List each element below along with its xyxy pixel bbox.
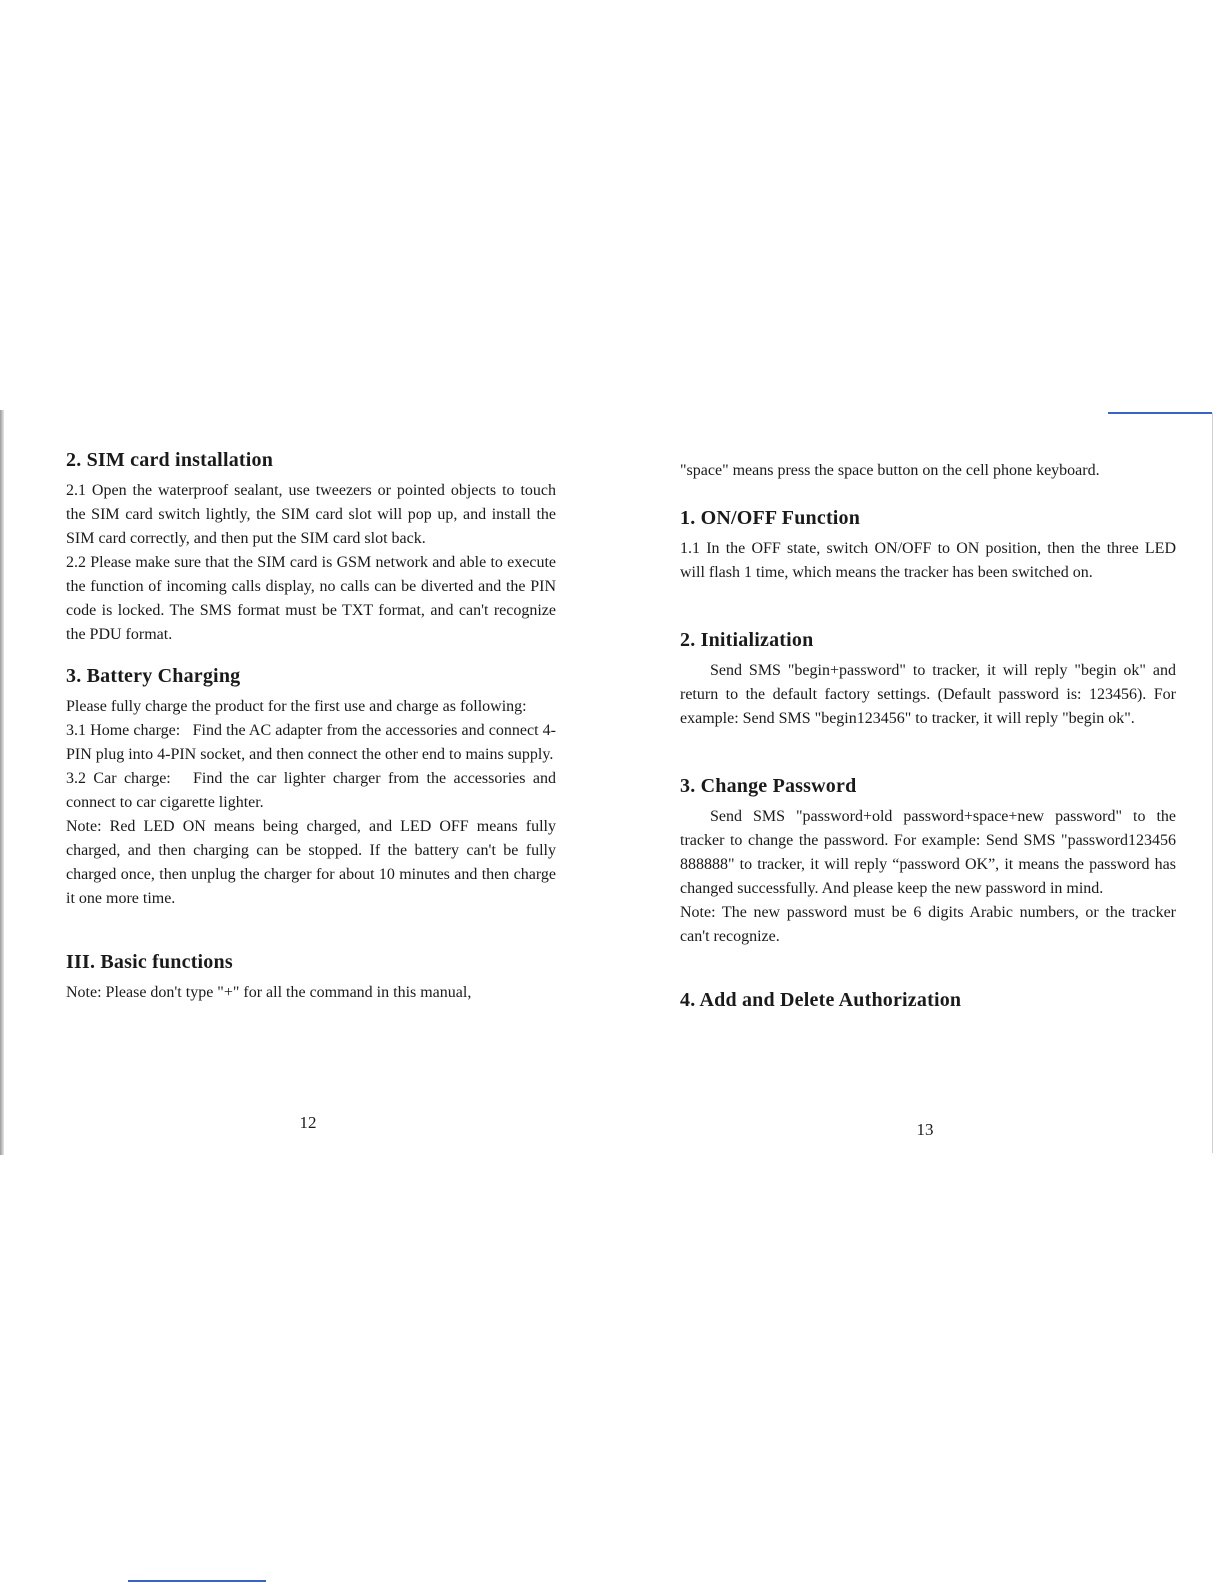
basic-functions-note: Note: Please don't type "+" for all the command in this manual,: [66, 984, 472, 1001]
blue-rule-bottom: [128, 1580, 266, 1582]
space-key-explanation: "space" means press the space button on the cell phone keyboard.: [680, 462, 1100, 479]
change-password-text: Send SMS "password+old password+space+new password" to the tracker to change the password. For example: Send SMS "password123456 888888" to tracker, it will reply “password OK”, it means the password has changed successfully. And please keep the new password in mind.: [680, 808, 1176, 897]
section-on-off-title: 1. ON/OFF Function: [680, 507, 861, 529]
page-number-left: 12: [299, 1113, 317, 1132]
initialization-text: Send SMS "begin+password" to tracker, it will reply "begin ok" and return to the default factory settings. (Default password is: 123456). For example: Send SMS "begin123456" to tracker, it will reply "begin ok".: [680, 662, 1176, 727]
section-sim-card-title: 2. SIM card installation: [66, 449, 274, 471]
battery-home-charge: 3.1 Home charge: Find the AC adapter from the accessories and connect 4-PIN plug into 4-PIN socket, and then connect the other end to mains supply.: [66, 722, 556, 763]
on-off-step-1-1: 1.1 In the OFF state, switch ON/OFF to ON position, then the three LED will flash 1 time, which means the tracker has been switched on.: [680, 540, 1176, 581]
blue-rule-top: [1108, 412, 1212, 414]
sim-card-step-2-1: 2.1 Open the waterproof sealant, use tweezers or pointed objects to touch the SIM card switch lightly, the SIM card slot will pop up, and install the SIM card correctly, and then put the SIM card slot back.: [66, 482, 556, 547]
scan-edge-right: [1212, 413, 1213, 1153]
scan-edge-left: [0, 410, 4, 1155]
section-change-password-title: 3. Change Password: [680, 775, 857, 797]
battery-car-charge: 3.2 Car charge: Find the car lighter charger from the accessories and connect to car cigarette lighter.: [66, 770, 560, 811]
section-basic-functions-title: III. Basic functions: [66, 951, 233, 973]
section-initialization-title: 2. Initialization: [680, 629, 814, 651]
left-page: [66, 447, 560, 1005]
battery-note: Note: Red LED ON means being charged, and LED OFF means fully charged, and then charging can be stopped. If the battery can't be fully charged once, then unplug the charger for about 10 minutes and then charge it one more time.: [66, 818, 556, 907]
page-number-right: 13: [916, 1120, 934, 1139]
battery-intro: Please fully charge the product for the first use and charge as following:: [66, 698, 527, 715]
sim-card-step-2-2: 2.2 Please make sure that the SIM card is GSM network and able to execute the function of incoming calls display, no calls can be diverted and the PIN code is locked. The SMS format must be TXT format, and can't recognize the PDU format.: [66, 554, 556, 643]
change-password-note: Note: The new password must be 6 digits Arabic numbers, or the tracker can't recognize.: [680, 904, 1176, 945]
right-page: [680, 447, 1176, 1019]
section-battery-title: 3. Battery Charging: [66, 665, 241, 687]
section-authorization-title: 4. Add and Delete Authorization: [680, 989, 962, 1011]
